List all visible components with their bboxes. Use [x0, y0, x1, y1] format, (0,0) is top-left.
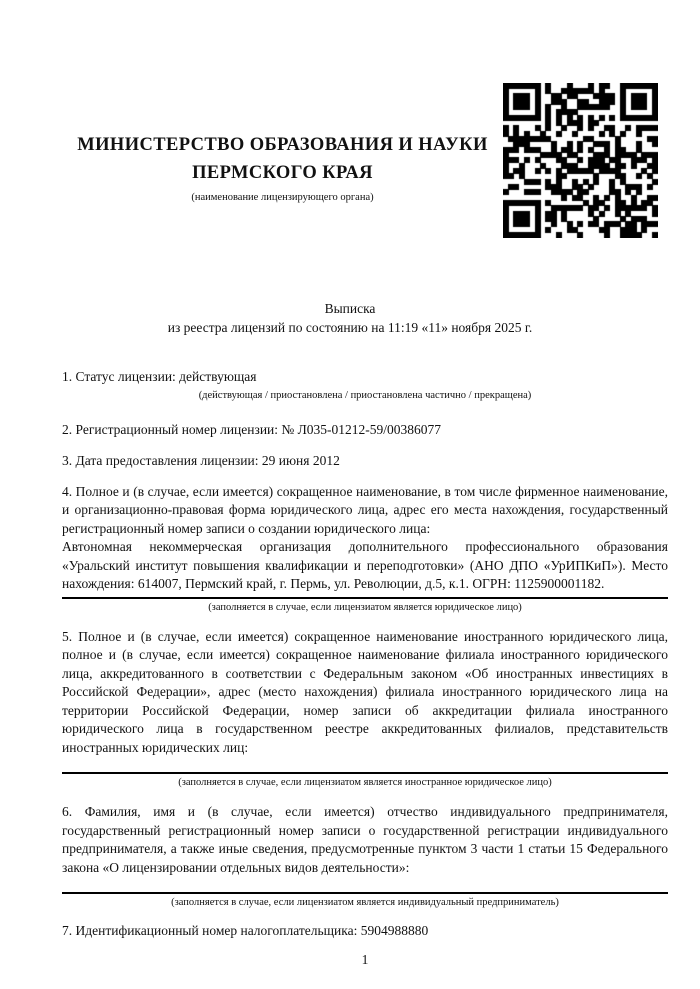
item-6-label: 6. Фамилия, имя и (в случае, если имеется) отчество индивидуального предпринимателя, государственный регистрационный номер записи о государственной регистрации индивидуального предпринимателя, а также иные сведения, предусмотренные пунктом 3 части 1 статьи 15 Федерального закона «О лицензировании отдельных видов деятельности»:	[62, 804, 668, 875]
item-7-taxpayer-number: 7. Идентификационный номер налогоплательщика: 5904988880	[62, 923, 429, 938]
ministry-name-line2: ПЕРМСКОГО КРАЯ	[192, 163, 373, 183]
document-title-line1: Выписка	[324, 301, 376, 316]
document-header	[0, 0, 700, 238]
item-4-value: Автономная некоммерческая организация дополнительного профессионального образования «Уральский институт повышения квалификации и переподготовки» (АНО ДПО «УрИПКиП»). Место нахождения: 614007, Пермский край, г. Пермь, ул. Революции, д.5, к.1. ОГРН: 1125900001182.	[62, 539, 668, 591]
item-6-fill-caption: (заполняется в случае, если лицензиатом является индивидуальный предприниматель)	[171, 897, 559, 908]
item-5-fill-caption: (заполняется в случае, если лицензиатом является иностранное юридическое лицо)	[178, 777, 552, 788]
document-title	[0, 299, 700, 337]
page-number: 1	[361, 951, 369, 967]
ministry-caption: (наименование лицензирующего органа)	[191, 192, 374, 203]
document-title-line2: из реестра лицензий по состоянию на 11:19 «11» ноября 2025 г.	[167, 320, 533, 335]
item-6-entrepreneur-block	[62, 803, 668, 910]
licensing-authority-block	[62, 83, 503, 238]
item-1-status-options-caption: (действующая / приостановлена / приостановлена частично / прекращена)	[198, 389, 532, 401]
item-5-foreign-entity-block	[62, 628, 668, 791]
item-4-label: 4. Полное и (в случае, если имеется) сокращенное наименование, в том числе фирменное наименование, и организационно-правовая форма юридического лица, адрес его места нахождения, государственный регистрационный номер записи о создании юридического лица:	[62, 483, 668, 536]
ministry-name-line1: МИНИСТЕРСТВО ОБРАЗОВАНИЯ И НАУКИ	[77, 135, 488, 155]
item-5-empty-value	[62, 757, 668, 769]
item-6-empty-value	[62, 877, 668, 889]
item-1-license-status: 1. Статус лицензии: действующая	[62, 369, 257, 384]
item-5-label: 5. Полное и (в случае, если имеется) сокращенное наименование иностранного юридического лица, полное и (в случае, если имеется) сокращенное наименование филиала иностранного юридического лица, аккредитованного в соответствии с Федеральным законом «Об иностранных инвестициях в Российской Федерации», адрес (место нахождения) филиала иностранного юридического лица на территории Российской Федерации, номер записи об аккредитации филиала иностранного юридического лица в государственном реестре аккредитованных филиалов, представительств иностранных юридических лиц:	[62, 628, 668, 755]
item-3-grant-date: 3. Дата предоставления лицензии: 29 июня 2012	[62, 453, 340, 468]
item-4-legal-entity-block	[62, 483, 668, 615]
qr-code-container	[503, 83, 658, 238]
document-body	[0, 368, 700, 967]
item-4-fill-caption: (заполняется в случае, если лицензиатом является юридическое лицо)	[208, 601, 522, 613]
item-2-registration-number: 2. Регистрационный номер лицензии: № Л035-01212-59/00386077	[62, 421, 442, 437]
qr-code-icon	[503, 83, 658, 238]
